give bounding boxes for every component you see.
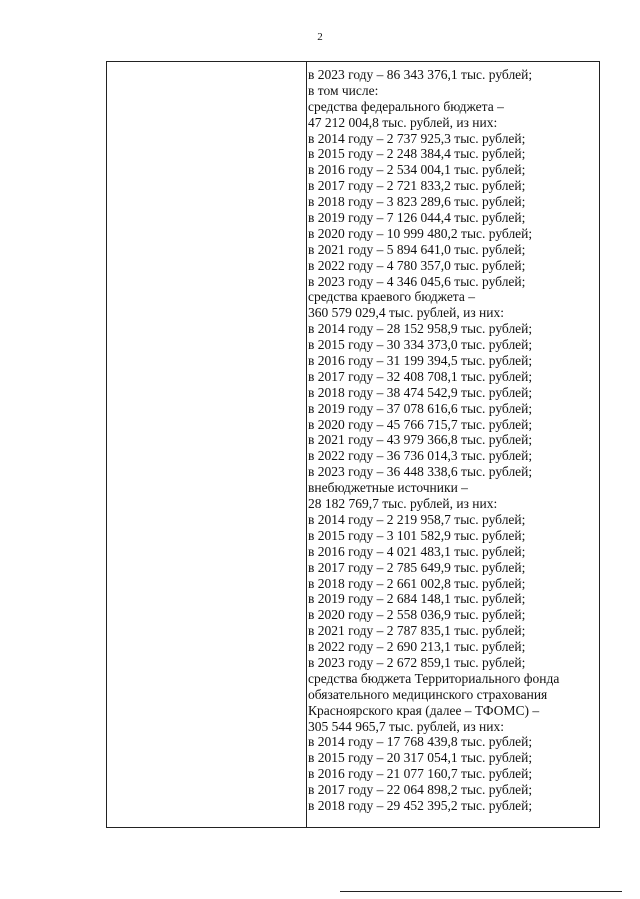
text-line: в 2014 году – 28 152 958,9 тыс. рублей; xyxy=(308,321,533,337)
text-line: 28 182 769,7 тыс. рублей, из них: xyxy=(308,496,498,512)
text-line: в 2014 году – 2 219 958,7 тыс. рублей; xyxy=(308,511,526,527)
text-line: в 2014 году – 17 768 439,8 тыс. рублей; xyxy=(308,734,533,750)
text-line: в 2019 году – 37 078 616,6 тыс. рублей; xyxy=(308,400,533,416)
document-table xyxy=(106,61,600,828)
text-line: в 2020 году – 2 558 036,9 тыс. рублей; xyxy=(308,607,526,623)
text-line: в 2018 году – 3 823 289,6 тыс. рублей; xyxy=(308,194,526,210)
text-line: внебюджетные источники – xyxy=(308,480,468,496)
text-line: 305 544 965,7 тыс. рублей, из них: xyxy=(308,718,504,734)
text-line: в 2020 году – 10 999 480,2 тыс. рублей; xyxy=(308,225,533,241)
text-line: в 2021 году – 5 894 641,0 тыс. рублей; xyxy=(308,241,526,257)
text-line: в 2020 году – 45 766 715,7 тыс. рублей; xyxy=(308,416,533,432)
table-right-cell xyxy=(308,67,598,814)
text-line: средства федерального бюджета – xyxy=(308,98,504,114)
table-left-cell xyxy=(107,62,306,827)
text-line: в 2018 году – 29 452 395,2 тыс. рублей; xyxy=(308,797,533,813)
text-line: средства краевого бюджета – xyxy=(308,289,475,305)
text-line: в 2023 году – 86 343 376,1 тыс. рублей; xyxy=(308,67,533,82)
text-line: в том числе: xyxy=(308,82,379,98)
text-line: в 2015 году – 30 334 373,0 тыс. рублей; xyxy=(308,337,533,353)
text-line: в 2014 году – 2 737 925,3 тыс. рублей; xyxy=(308,130,526,146)
text-line: в 2016 году – 21 077 160,7 тыс. рублей; xyxy=(308,766,533,782)
text-line: в 2015 году – 3 101 582,9 тыс. рублей; xyxy=(308,527,526,543)
text-line: в 2016 году – 4 021 483,1 тыс. рублей; xyxy=(308,543,526,559)
text-line: в 2017 году – 22 064 898,2 тыс. рублей; xyxy=(308,782,533,798)
text-line: в 2023 году – 4 346 045,6 тыс. рублей; xyxy=(308,273,526,289)
text-line: в 2022 году – 2 690 213,1 тыс. рублей; xyxy=(308,639,526,655)
text-line: в 2017 году – 2 785 649,9 тыс. рублей; xyxy=(308,559,526,575)
text-line: средства бюджета Территориального фонда xyxy=(308,670,560,686)
column-divider xyxy=(306,62,307,827)
text-line: в 2022 году – 4 780 357,0 тыс. рублей; xyxy=(308,257,526,273)
text-line: в 2015 году – 20 317 054,1 тыс. рублей; xyxy=(308,750,533,766)
page-number: 2 xyxy=(317,31,323,43)
text-line: в 2021 году – 2 787 835,1 тыс. рублей; xyxy=(308,623,526,639)
text-line: в 2018 году – 2 661 002,8 тыс. рублей; xyxy=(308,575,526,591)
text-line: в 2016 году – 31 199 394,5 тыс. рублей; xyxy=(308,353,533,369)
text-line: в 2015 году – 2 248 384,4 тыс. рублей; xyxy=(308,146,526,162)
text-line: 47 212 004,8 тыс. рублей, из них: xyxy=(308,114,498,130)
text-line: в 2016 году – 2 534 004,1 тыс. рублей; xyxy=(308,162,526,178)
text-line: Красноярского края (далее – ТФОМС) – xyxy=(308,702,540,718)
text-line: 360 579 029,4 тыс. рублей, из них: xyxy=(308,305,504,321)
text-line: в 2019 году – 2 684 148,1 тыс. рублей; xyxy=(308,591,526,607)
text-line: в 2022 году – 36 736 014,3 тыс. рублей; xyxy=(308,448,533,464)
text-line: обязательного медицинского страхования xyxy=(308,686,548,702)
text-line: в 2023 году – 36 448 338,6 тыс. рублей; xyxy=(308,464,533,480)
text-line: в 2021 году – 43 979 366,8 тыс. рублей; xyxy=(308,432,533,448)
text-line: в 2017 году – 32 408 708,1 тыс. рублей; xyxy=(308,368,533,384)
text-line: в 2019 году – 7 126 044,4 тыс. рублей; xyxy=(308,210,526,226)
footer-rule xyxy=(340,891,622,892)
text-line: в 2023 году – 2 672 859,1 тыс. рублей; xyxy=(308,654,526,670)
text-line: в 2018 году – 38 474 542,9 тыс. рублей; xyxy=(308,384,533,400)
text-line: в 2017 году – 2 721 833,2 тыс. рублей; xyxy=(308,178,526,194)
